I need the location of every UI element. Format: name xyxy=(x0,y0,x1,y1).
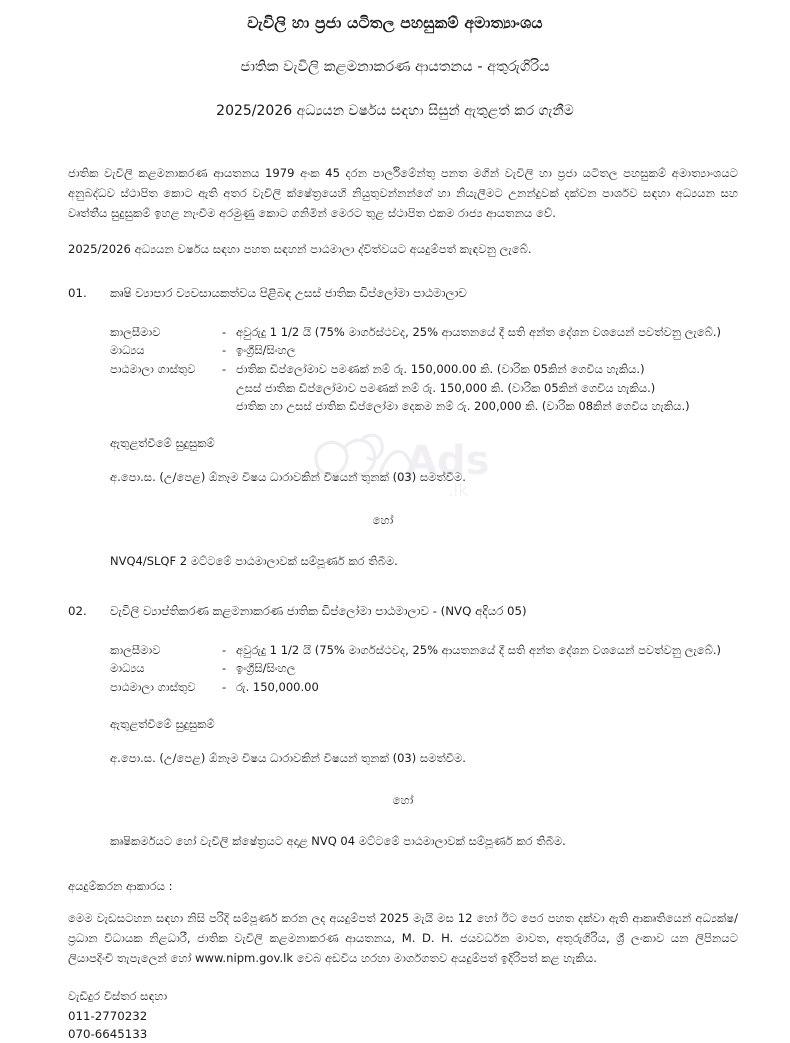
course-2-qualification-primary: අ.පො.ස. (උ/පෙළ) ඕනෑම විෂය ධාරාවකින් විෂයන් තුනක් (03) සමත්වීම. xyxy=(110,751,466,766)
document-body xyxy=(0,164,790,1043)
course-1-or-separator: හෝ xyxy=(372,512,394,527)
detail-value-medium: ඉංග්‍රීසි/සිංහල xyxy=(236,661,296,676)
apply-instructions: මෙම වැඩසටහන සඳහා නිසි පරිදි සම්පූර්ණ කරන ලද අයදුම්පත් 2025 මැයි මස 12 හෝ ඊට පෙර පහත දක්වා ඇති ආකෘතියෙන් අධ්‍යක්ෂ/ප්‍රධාන විධායක නිළධාරී, ජාතික වැවිලි කළමනාකරණ ආයතනය, M. D. H. ජයවර්ධන මාවත, අතුරුගිරිය, ශ්‍රී ලංකාව යන ලිපිනයට ලියාපදිංචි තැපැලෙන් හෝ www.nipm.gov.lk වෙබ අඩවිය හරහා මාර්ගගතව අයදුම්පත් ඉදිරිපත් කළ හැකිය. xyxy=(68,911,738,966)
detail-value-duration: අවුරුදු 1 1/2 යි (75% මාර්ගස්ථවද, 25% ආයතනයේ දී සති අන්ත දේශන වශයෙන් පවත්වනු ලැබේ.) xyxy=(236,642,721,657)
svg-text:Ads: Ads xyxy=(406,438,490,484)
course-entry-1 xyxy=(68,284,738,570)
course-1-title: කෘෂි ව්‍යාපාර ව්‍යවසායකත්වය පිළිබඳ උසස් ජාතික ඩිප්ලෝමා පාඨමාලාව xyxy=(110,285,467,300)
intro-paragraph: ජාතික වැවිලි කළමනාකරණ ආයතනය 1979 අංක 45 දරන පාර්ලිමේන්තු පනත මගින් වැවිලි හා ප්‍රජා යටිතල පහසුකම් අමාත්‍යාංශයට අනුබද්ධව ස්ථාපිත කොට ඇති අතර වැවිලි ක්ෂේත්‍රයෙහි නියුතුවන්නන්ගේ හා නියැලීමට උනන්දුවක් දක්වන පාර්ශව සඳහා අධ්‍යයන සහ වෘත්තීය සුදුසුකම් ඉහළ නැංවීම අරමුණු කොට ගනිමින් මෙරට තුළ ස්ථාපිත එකම රාජ්‍ය ආයතනය වේ. xyxy=(68,166,738,220)
detail-row-duration xyxy=(110,323,738,342)
contact-heading: වැඩිදුර විස්තර සඳහා xyxy=(68,989,168,1004)
course-1-qualifications-heading: ඇතුළත්වීමේ සුදුසුකම් xyxy=(110,435,215,450)
detail-row-medium xyxy=(110,659,738,678)
detail-label-duration: කාලසීමාව xyxy=(110,324,161,339)
detail-row-fee xyxy=(110,360,738,379)
detail-dash: - xyxy=(222,642,227,657)
course-2-qualification-alternate: කෘෂිකර්මයට හෝ වැවිලි ක්ෂේත්‍රයට අදාළ NVQ 04 මට්ටමේ පාඨමාලාවක් සම්පූර්ණ කර තිබීම. xyxy=(110,834,566,849)
document-header xyxy=(0,0,790,122)
course-2-details xyxy=(110,641,738,697)
section-spacer xyxy=(68,576,738,602)
detail-label-fee: පාඨමාලා ගාස්තුව xyxy=(110,361,196,376)
detail-dash: - xyxy=(222,343,227,358)
detail-fee-line-2: උසස් ජාතික ඩිප්ලෝමාව පමණක් නම් රු. 150,000 කි. (වාරික 05කින් ගෙවිය හැකිය.) xyxy=(236,380,656,395)
detail-label-fee: පාඨමාලා ගාස්තුව xyxy=(110,680,196,695)
course-2-qualifications-heading: ඇතුළත්වීමේ සුදුසුකම් xyxy=(110,716,215,731)
detail-value-fee: ජාතික ඩිප්ලෝමාව පමණක් නම් රු. 150,000.00 කි. (වාරික 05කින් ගෙවිය හැකිය.) xyxy=(236,361,645,376)
detail-row-duration xyxy=(110,641,738,660)
detail-dash: - xyxy=(222,324,227,339)
apply-section-heading: අයදුම්කරන ආකාරය : xyxy=(68,878,173,893)
detail-row-fee xyxy=(110,678,738,697)
detail-label-medium: මාධ්‍යය xyxy=(110,343,145,358)
academic-year-title: 2025/2026 අධ්‍යයන වර්ෂය සඳහා සිසුන් ඇතුළත් කර ගැනීම xyxy=(216,103,574,119)
contact-phone-2: 070-6645133 xyxy=(68,1026,148,1041)
detail-value-medium: ඉංග්‍රීසි/සිංහල xyxy=(236,343,296,358)
svg-text:.lk: .lk xyxy=(448,481,468,501)
detail-dash: - xyxy=(222,680,227,695)
course-1-qualification-primary: අ.පො.ස. (උ/පෙළ) ඕනෑම විෂය ධාරාවකින් විෂයන් තුනක් (03) සමත්වීම. xyxy=(110,470,466,485)
course-entry-2 xyxy=(68,602,738,851)
course-2-or-separator: හෝ xyxy=(392,793,414,808)
contact-phone-1: 011-2770232 xyxy=(68,1008,148,1023)
detail-dash: - xyxy=(222,361,227,376)
detail-fee-line-3: ජාතික හා උසස් ජාතික ඩිප්ලෝමා දෙකම නම් රු. 200,000 කි. (වාරික 08කින් ගෙවිය හැකිය.) xyxy=(236,399,690,414)
course-2-title: වැවිලි ව්‍යාප්තිකරණ කළමනාකරණ ජාතික ඩිප්ලෝමා පාඨමාලාව - (NVQ අදියර 05) xyxy=(110,603,527,618)
detail-label-medium: මාධ්‍යය xyxy=(110,661,145,676)
course-1-qualification-alternate: NVQ4/SLQF 2 මට්ටමේ පාඨමාලාවක් සම්පූර්ණ කර තිබීම. xyxy=(110,553,398,568)
ministry-title: වැවිලි හා ප්‍රජා යටිතල පහසුකම් අමාත්‍යාංශය xyxy=(247,14,543,32)
course-2-number: 02. xyxy=(68,603,87,618)
detail-value-fee: රු. 150,000.00 xyxy=(236,680,319,695)
course-1-number: 01. xyxy=(68,285,87,300)
detail-row-medium xyxy=(110,341,738,360)
course-1-details xyxy=(110,323,738,416)
course-2-heading xyxy=(68,602,738,621)
course-1-heading xyxy=(68,284,738,303)
detail-dash: - xyxy=(222,661,227,676)
institute-title: ජාතික වැවිලි කළමනාකරණ ආයතනය - අතුරුගිරිය xyxy=(240,59,550,76)
detail-label-duration: කාලසීමාව xyxy=(110,642,161,657)
intro-note: 2025/2026 අධ්‍යයන වර්ෂය සඳහා පහත සඳහන් පාඨමාලා ද්විත්වයට අයදුම්පත් කැඳවනු ලැබේ. xyxy=(68,241,532,256)
detail-value-duration: අවුරුදු 1 1/2 යි (75% මාර්ගස්ථවද, 25% ආයතනයේ දී සති අන්ත දේශන වශයෙන් පවත්වනු ලැබේ.) xyxy=(236,324,721,339)
